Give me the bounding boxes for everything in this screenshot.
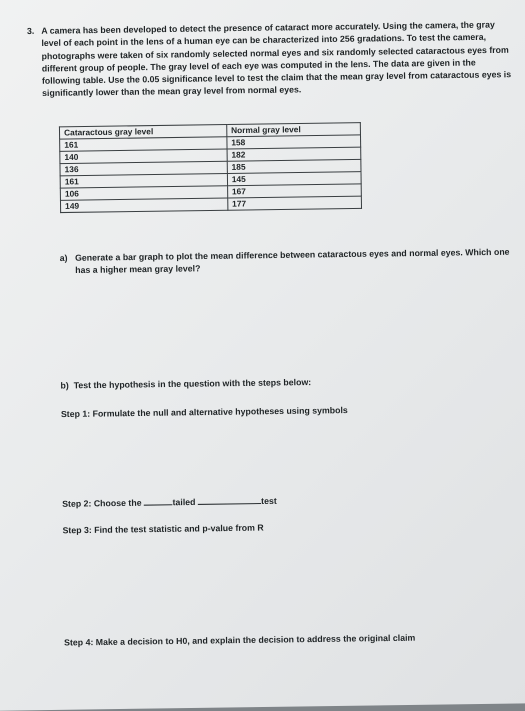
table-cell: 185 — [227, 159, 361, 173]
part-a-text: Generate a bar graph to plot the mean difference between cataractous eyes and normal eyes. Which one has a higher mean gray level? — [74, 246, 510, 276]
table-cell: 161 — [60, 137, 227, 152]
step-2 — [62, 494, 277, 511]
step-4: Step 4: Make a decision to H0, and explain the decision to address the original claim — [64, 632, 416, 648]
table-cell: 136 — [60, 161, 227, 176]
table-cell: 140 — [60, 149, 227, 164]
table-cell: 158 — [227, 135, 361, 149]
step-2-suffix: test — [261, 495, 277, 507]
answer-blank-test[interactable] — [198, 494, 261, 505]
table-cell: 177 — [227, 196, 361, 210]
step-3: Step 3: Find the test statistic and p-value from R — [62, 522, 264, 536]
step-2-prefix: Step 2: Choose the — [62, 497, 142, 509]
question-number: 3. — [26, 25, 35, 37]
part-b-label: b) — [60, 380, 69, 391]
table-cell: 167 — [227, 184, 361, 198]
question-block — [26, 18, 512, 100]
part-b — [60, 376, 311, 392]
table-cell: 149 — [60, 198, 227, 213]
table-cell: 182 — [227, 147, 361, 161]
table-cell: 145 — [227, 172, 361, 186]
answer-blank-tail[interactable] — [144, 495, 173, 506]
column-header-normal: Normal gray level — [226, 123, 360, 137]
gray-level-table — [59, 122, 362, 213]
part-a-label: a) — [59, 252, 68, 264]
question-text: A camera has been developed to detect the presence of cataract more accurately. Using the camera, the gray level of each point in the lens of a human eye can be characterized into 256 gradations. To test the camera, photographs were taken of six randomly selected normal eyes and six randomly selected cataractous eyes from different group of people. The gray level of each eye was computed in the lens. The data are given in the following table. Use the 0.05 significance level to test the claim that the mean gray level from cataractous eyes is significantly lower than the mean gray level from normal eyes. — [41, 19, 512, 99]
part-a — [61, 246, 510, 277]
table-cell: 106 — [60, 186, 227, 201]
step-2-middle: tailed — [172, 496, 196, 508]
column-header-cataractous: Cataractous gray level — [59, 125, 226, 140]
part-b-text: Test the hypothesis in the question with the steps below: — [73, 376, 312, 391]
step-1: Step 1: Formulate the null and alternative hypotheses using symbols — [60, 404, 348, 420]
table-cell: 161 — [60, 174, 227, 189]
